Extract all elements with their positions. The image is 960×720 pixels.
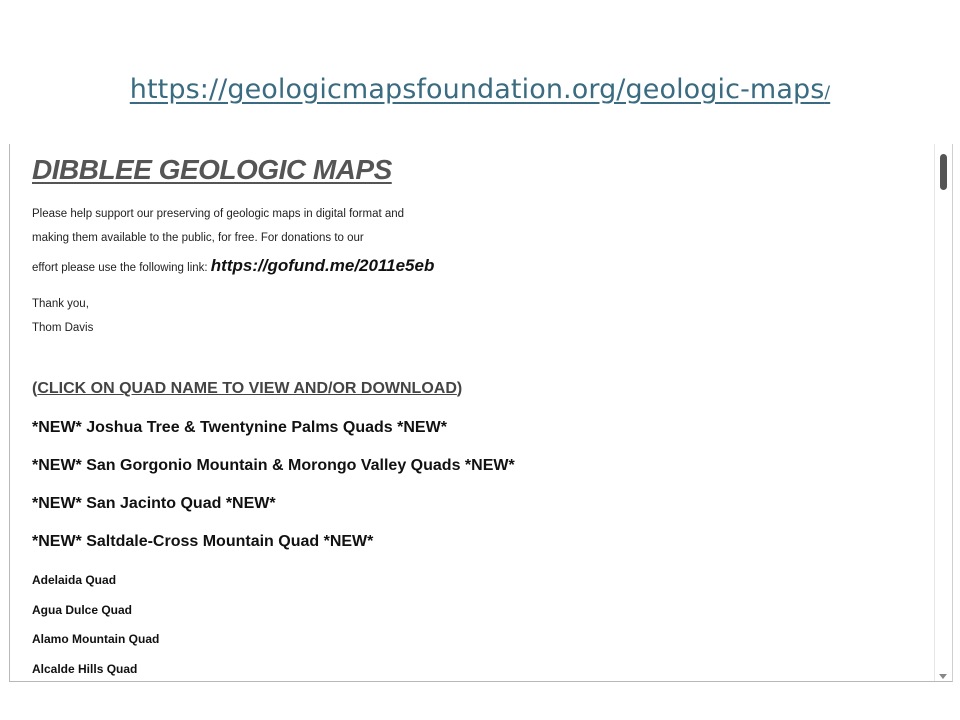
scroll-thumb[interactable]: [940, 154, 947, 190]
new-quad-link-joshua-tree[interactable]: *NEW* Joshua Tree & Twentynine Palms Quads *NEW*: [32, 419, 447, 436]
page-title: DIBBLEE GEOLOGIC MAPS: [32, 154, 392, 185]
intro-line-1: Please help support our preserving of geologic maps in digital format and: [32, 208, 405, 220]
instruction-close-paren: ): [456, 380, 463, 397]
instruction-heading: [32, 380, 462, 398]
geologic-maps-url-link[interactable]: [0, 74, 960, 105]
instruction-open-paren: (: [32, 380, 38, 397]
quad-link-agua-dulce[interactable]: Agua Dulce Quad: [32, 603, 133, 617]
quad-link-alcalde-hills[interactable]: Alcalde Hills Quad: [32, 662, 138, 676]
quad-link-adelaida[interactable]: Adelaida Quad: [32, 573, 117, 587]
url-trailing-slash: /: [824, 83, 831, 103]
intro-line-3-row: [32, 256, 434, 276]
quad-link-alamo-mountain[interactable]: Alamo Mountain Quad: [32, 632, 160, 646]
instruction-text: CLICK ON QUAD NAME TO VIEW AND/OR DOWNLOAD: [37, 380, 457, 397]
vertical-scrollbar[interactable]: [934, 144, 952, 681]
new-quad-link-san-jacinto[interactable]: *NEW* San Jacinto Quad *NEW*: [32, 495, 276, 512]
thanks-text: Thank you,: [32, 298, 89, 310]
url-text: https://geologicmapsfoundation.org/geologic-maps: [129, 74, 825, 105]
browser-screenshot-frame: [9, 144, 953, 682]
donation-link[interactable]: https://gofund.me/2011e5eb: [210, 256, 435, 275]
scroll-down-arrow-icon[interactable]: [939, 674, 947, 679]
new-quad-link-saltdale[interactable]: *NEW* Saltdale-Cross Mountain Quad *NEW*: [32, 533, 374, 550]
intro-line-2: making them available to the public, for free. For donations to our: [32, 232, 364, 244]
new-quad-link-san-gorgonio[interactable]: *NEW* San Gorgonio Mountain & Morongo Valley Quads *NEW*: [32, 457, 515, 474]
intro-line-3: effort please use the following link:: [32, 262, 208, 274]
signature-text: Thom Davis: [32, 322, 94, 334]
